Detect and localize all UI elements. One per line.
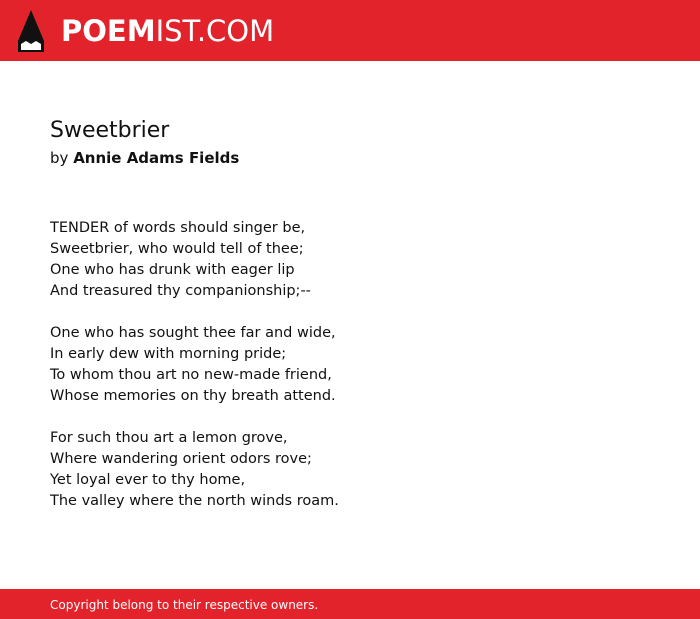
poem-line: Sweetbrier, who would tell of thee; [50,241,304,257]
site-footer [0,589,700,619]
site-brand [61,13,275,48]
poem-content [50,116,650,533]
author-name: Annie Adams Fields [73,149,240,167]
poem-line: Whose memories on thy breath attend. [50,388,336,404]
poem-line: The valley where the north winds roam. [50,493,339,509]
byline [50,146,650,170]
stanza-2 [50,323,650,407]
copyright-notice: Copyright belong to their respective owners. [50,598,319,612]
brand-light: IST.COM [155,13,275,48]
poem-line: To whom thou art no new-made friend, [50,367,332,383]
poem-line: For such thou art a lemon grove, [50,430,288,446]
poem-line: And treasured thy companionship;-- [50,283,311,299]
pencil-icon [17,10,45,52]
poem-line: One who has drunk with eager lip [50,262,295,278]
poem-body [50,218,650,512]
byline-prefix: by [50,149,69,167]
site-logo-link[interactable] [17,9,274,53]
poem-line: One who has sought thee far and wide, [50,325,336,341]
stanza-1 [50,218,650,302]
poem-line: Yet loyal ever to thy home, [50,472,246,488]
poem-line: In early dew with morning pride; [50,346,287,362]
stanza-3 [50,428,650,512]
poem-line: TENDER of words should singer be, [50,220,306,236]
site-header [0,0,700,61]
poem-line: Where wandering orient odors rove; [50,451,312,467]
poem-title: Sweetbrier [50,118,170,143]
brand-bold: POEM [61,13,156,48]
